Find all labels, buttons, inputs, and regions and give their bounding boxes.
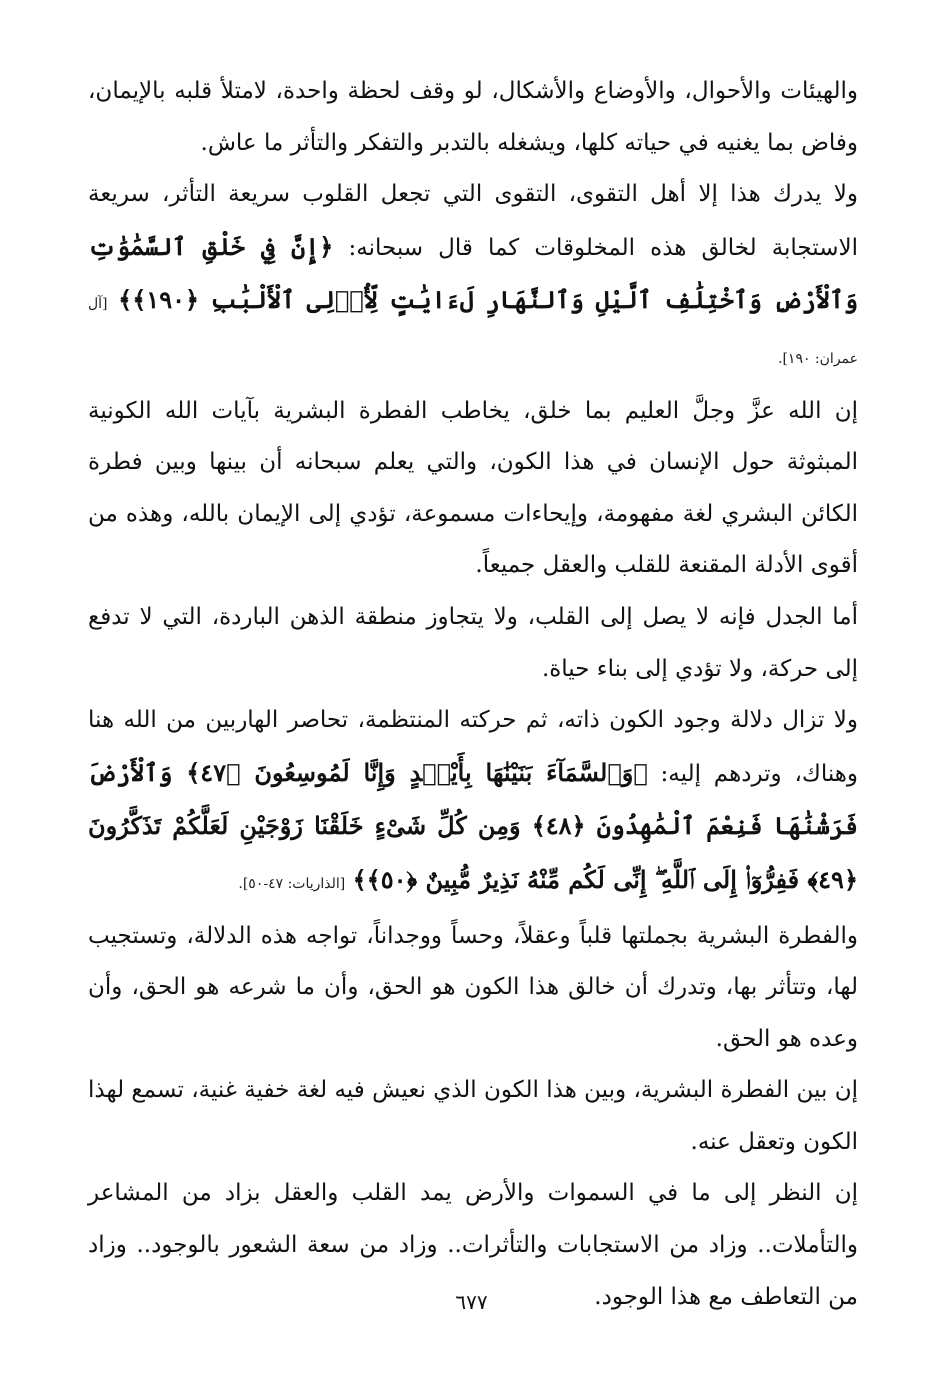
paragraph-5-text: ولا تزال دلالة وجود الكون ذاته، ثم حركته المنتظمة، تحاصر الهاربين من الله هنا وهناك، وتردهم إليه:	[88, 707, 859, 787]
page-number: ٦٧٧	[455, 1290, 488, 1314]
paragraph-6	[88, 911, 858, 1066]
paragraph-7	[88, 1065, 858, 1168]
page-body	[88, 66, 858, 1323]
paragraph-7-text: إن بين الفطرة البشرية، وبين هذا الكون الذي نعيش فيه لغة خفية غنية، تسمع لهذا الكون وتعقل عنه.	[88, 1077, 858, 1155]
paragraph-2	[88, 169, 858, 385]
paragraph-4-text: أما الجدل فإنه لا يصل إلى القلب، ولا يتجاوز منطقة الذهن الباردة، التي لا تدفع إلى حركة، ولا تؤدي إلى بناء حياة.	[88, 603, 859, 682]
paragraph-5	[88, 695, 858, 910]
paragraph-8-text: إن النظر إلى ما في السموات والأرض يمد القلب والعقل بزاد من المشاعر والتأملات.. وزاد من الاستجابات والتأثرات.. وزاد من سعة الشعور بالوجود.. وزاد من التعاطف مع هذا الوجود.	[88, 1180, 858, 1310]
paragraph-3-text: إن الله عزَّ وجلَّ العليم بما خلق، يخاطب الفطرة البشرية بآيات الله الكونية المبثوثة حول الإنسان في هذا الكون، والتي يعلم سبحانه أن بينها وبين فطرة الكائن البشري لغة مفهومة، وإيحاءات مسموعة، تؤدي إلى الإيمان بالله، وهذه من أقوى الأدلة المقنعة للقلب والعقل جميعاً.	[88, 397, 858, 579]
verse-reference-adh-dhariyat: [الذاريات: ٤٧-٥٠].	[238, 875, 346, 892]
quran-verse-adh-dhariyat-47-50: ﴿وَٱلسَّمَآءَ بَنَيْنَٰهَا بِأَيْي۟دٍ وَإِنَّا لَمُوسِعُونَ ﴿٤٧﴾ وَٱلْأَرْضَ فَرَشْنَٰهَا فَنِعْمَ ٱلْمَٰهِدُونَ ﴿٤٨﴾ وَمِن كُلِّ شَىْءٍ خَلَقْنَا زَوْجَيْنِ لَعَلَّكُمْ تَذَكَّرُونَ ﴿٤٩﴾ فَفِرُّوٓا۟ إِلَى ٱللَّهِ ۖ إِنِّى لَكُم مِّنْهُ نَذِيرٌ مُّبِينٌ ﴿٥٠﴾﴾	[88, 757, 858, 894]
paragraph-4	[88, 592, 858, 695]
paragraph-1-text: والهيئات والأحوال، والأوضاع والأشكال، لو وقف لحظة واحدة، لامتلأ قلبه بالإيمان، وفاض بما يغنيه في حياته كلها، ويشغله بالتدبر والتفكر والتأثر ما عاش.	[88, 78, 858, 156]
paragraph-2-text: ولا يدرك هذا إلا أهل التقوى، التقوى التي تجعل القلوب سريعة التأثر، سريعة الاستجابة لخالق هذه المخلوقات كما قال سبحانه:	[88, 181, 858, 261]
paragraph-3	[88, 386, 858, 592]
quran-verse-al-imran-190: ﴿إِنَّ فِي خَلْقِ ٱلسَّمَٰوَٰتِ وَٱلْأَرْضِ وَٱخْتِلَٰفِ ٱلَّيْلِ وَٱلنَّهَارِ لَءَايَٰتٍ لِّأُو۟لِى ٱلْأَلْبَٰبِ ﴿١٩٠﴾﴾	[88, 231, 859, 315]
verse-reference-al-imran: [آل عمران: ١٩٠].	[88, 296, 858, 367]
paragraph-6-text: والفطرة البشرية بجملتها قلباً وعقلاً، وحساً ووجداناً، تواجه هذه الدلالة، وتستجيب لها، وتتأثر بها، وتدرك أن خالق هذا الكون هو الحق، وأن ما شرعه هو الحق، وأن وعده هو الحق.	[88, 922, 858, 1052]
paragraph-1	[88, 66, 858, 169]
